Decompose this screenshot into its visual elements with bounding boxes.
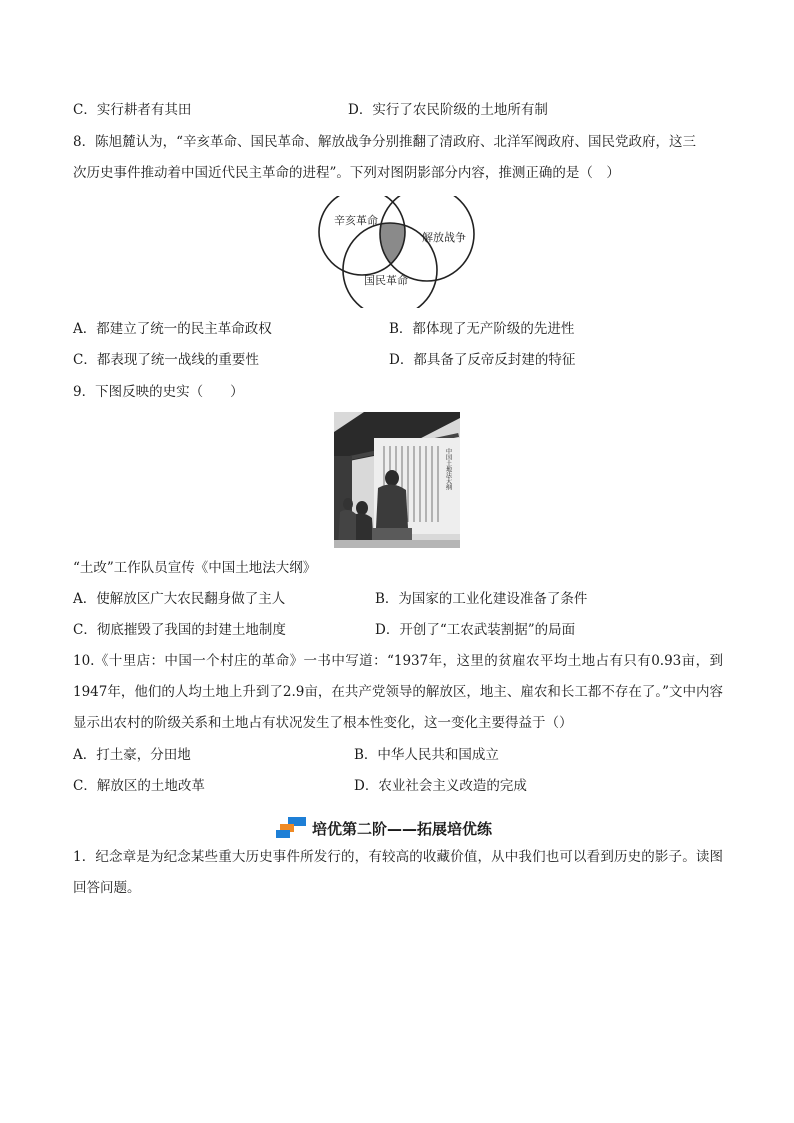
q10-stem: 10.《十里店：中国一个村庄的革命》一书中写道：“1937年，这里的贫雇农平均土地占有只有0.93亩，到1947年，他们的人均土地上升到了2.9亩，在共产党领导的解放区，地主、雇农和长工都不存在了。”文中内容显示出农村的阶级关系和土地占有状况发生了根本性变化，这一变化主要得益于（） [73,653,723,731]
q9-option-b: B．为国家的工业化建设准备了条件 [375,591,588,607]
q8-option-c: C．都表现了统一战线的重要性 [73,352,259,368]
venn-label-jiefang: 解放战争 [422,231,466,244]
q10-option-d: D．农业社会主义改造的完成 [354,778,527,794]
section-title: 培优第二阶——拓展培优练 [312,819,493,838]
q9-caption: “土改”工作队员宣传《中国土地法大纲》 [73,560,317,576]
q8-stem-line2: 次历史事件推动着中国近代民主革命的进程”。下列对图阴影部分内容，推测正确的是（ ） [73,165,620,181]
q9-option-c: C．彻底摧毁了我国的封建土地制度 [73,622,286,638]
stacked-blocks-icon [276,817,306,839]
q7-option-d: D．实行了农民阶级的土地所有制 [348,102,548,118]
s2-q1-stem: 1．纪念章是为纪念某些重大历史事件所发行的，有较高的收藏价值，从中我们也可以看到历史的影子。读图回答问题。 [73,849,723,896]
venn-label-guomin: 国民革命 [364,274,408,287]
venn-label-xinhai: 辛亥革命 [334,214,378,227]
q9-option-d: D．开创了“工农武装割据”的局面 [375,622,576,638]
q9-stem: 9．下图反映的史实（ ） [73,384,244,400]
q10-option-a: A．打土豪，分田地 [73,747,191,763]
q10-option-b: B．中华人民共和国成立 [354,747,499,763]
section-heading [276,816,492,840]
photo-poster-title: 中国土地法大纲 [444,448,452,490]
q9-option-a: A．使解放区广大农民翻身做了主人 [73,591,286,607]
q10-option-c: C．解放区的土地改革 [73,778,205,794]
q8-stem-line1: 8．陈旭麓认为，“辛亥革命、国民革命、解放战争分别推翻了清政府、北洋军阀政府、国民党政府，这三 [73,134,696,150]
q8-option-a: A．都建立了统一的民主革命政权 [73,321,272,337]
q7-option-c: C．实行耕者有其田 [73,102,192,118]
land-reform-photo [334,412,460,548]
venn-diagram [316,196,481,312]
q8-option-b: B．都体现了无产阶级的先进性 [389,321,575,337]
q8-option-d: D．都具备了反帝反封建的特征 [389,352,576,368]
